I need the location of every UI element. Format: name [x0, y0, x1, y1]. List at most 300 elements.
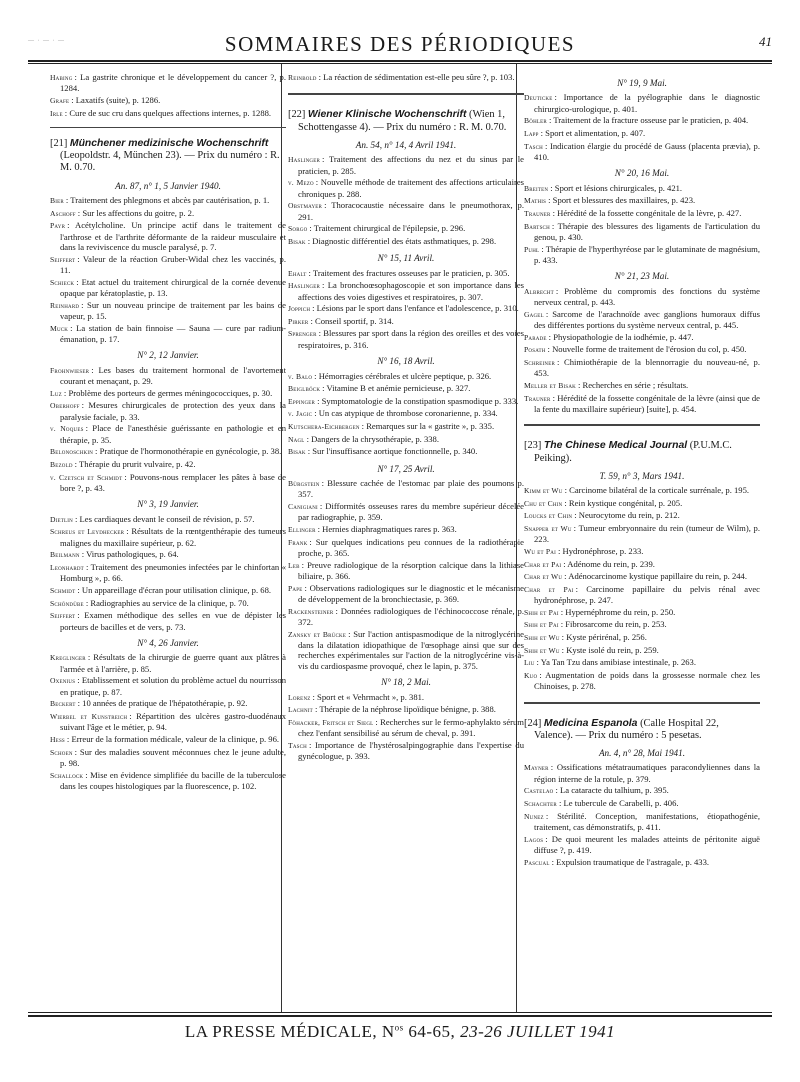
- article-entry: [50, 400, 286, 422]
- article-author: Bisak: [288, 236, 306, 246]
- article-entry: [50, 711, 286, 733]
- article-author: Deuticke: [524, 93, 553, 103]
- article-title: : Difformités osseuses rares du membre supérieur décelée par radiographie, p. 359.: [298, 501, 524, 523]
- article-entry: [50, 72, 286, 94]
- article-title: : Laxatifs (suite), p. 1286.: [71, 95, 161, 105]
- footer-rule: [28, 1012, 772, 1013]
- article-title: : Vitamine B et anémie pernicieuse, p. 327.: [322, 383, 471, 394]
- article-entry: [50, 675, 286, 697]
- article-author: Pascual: [524, 857, 550, 867]
- article-title: : 10 années de pratique de l'hépatothérapie, p. 92.: [77, 698, 248, 709]
- article-entry: [524, 657, 760, 668]
- article-author: Schoen: [50, 747, 73, 757]
- article-title: : Virus pathologiques, p. 64.: [81, 549, 179, 560]
- article-author: Föhacker, Fritsch et Siegl: [288, 717, 374, 727]
- article-title: : Etablissement et solution du problème actuel du nourrisson en pratique, p. 87.: [60, 675, 286, 697]
- article-author: v. Noques: [50, 424, 84, 434]
- section-number: [23]: [524, 440, 544, 452]
- article-entry: [288, 740, 524, 762]
- article-title: : Observations radiologiques sur le diagnostic et le mécanisme de développement de la bronchiectasie, p. 369.: [298, 582, 524, 604]
- article-entry: [288, 396, 524, 407]
- article-entry: [50, 365, 286, 387]
- footer-publication: LA PRESSE MÉDICALE, N: [184, 1022, 395, 1041]
- issue-heading: An. 4, n° 28, Mai 1941.: [598, 747, 686, 758]
- article-entry: [288, 223, 524, 234]
- article-title: : Blessures par sport dans la région des oreilles et des voies respiratoires, p. 316.: [298, 328, 524, 350]
- article-entry: [524, 571, 760, 582]
- article-title: : Traitement chirurgical de l'épilepsie, p. 296.: [309, 223, 466, 234]
- article-entry: [50, 300, 286, 322]
- article-entry: [288, 303, 524, 314]
- article-title: : Importance de l'hystérosalpingographie dans l'expertise du gynécologue, p. 393.: [298, 739, 524, 762]
- article-entry: [288, 280, 524, 302]
- article-entry: [288, 268, 524, 279]
- article-entry: [524, 208, 760, 219]
- header-mark: — · — · —: [28, 38, 65, 44]
- article-title: : Traitement des fractures osseuses par le praticien, p. 305.: [308, 267, 510, 278]
- article-entry: [288, 328, 524, 350]
- article-title: : Thérapie de la néphrose lipoïdique bénigne, p. 388.: [314, 704, 496, 715]
- article-author: Lagos: [524, 834, 544, 844]
- article-title: : Traitement des pneumonies infectées par le chinfortan « Homburg », p. 66.: [60, 562, 286, 584]
- article-author: Schallock: [50, 770, 84, 780]
- article-entry: [524, 244, 760, 266]
- article-title: : Recherches sur le fermo-aphylakto sérum chez l'enfant sensibilisé au sérum de cheval, p. 391.: [298, 716, 524, 739]
- article-author: Bier: [50, 196, 64, 206]
- article-author: Bürgstein: [288, 479, 320, 488]
- article-entry: [288, 501, 524, 523]
- article-author: Seiffert: [50, 254, 76, 264]
- page-title: SOMMAIRES DES PÉRIODIQUES: [224, 32, 576, 56]
- article-title: : Un appareillage d'écran pour utilisation clinique, p. 68.: [77, 585, 272, 596]
- article-author: Habing: [50, 73, 73, 82]
- article-author: Schieck: [50, 277, 75, 287]
- article-author: Irle: [50, 108, 63, 118]
- page-header: [28, 28, 772, 60]
- article-title: : Importance de la pyélographie dans le diagnostic chirurgico-urologique, p. 401.: [534, 92, 760, 114]
- article-author: Eppinger: [288, 396, 316, 406]
- article-entry: [288, 478, 524, 500]
- article-entry: [50, 698, 286, 709]
- article-author: Schachter: [524, 798, 557, 808]
- article-author: Chu et Chin: [524, 498, 563, 508]
- issue-group: [50, 181, 286, 792]
- article-author: Wierbel et Kunstreich: [50, 712, 128, 722]
- article-entry: [288, 537, 524, 559]
- article-author: Nunez: [524, 811, 544, 821]
- article-entry: [50, 108, 286, 119]
- article-author: Kreglinger: [50, 653, 86, 663]
- article-author: Frohnwieser: [50, 365, 90, 375]
- article-entry: [524, 834, 760, 856]
- article-author: Lachnit: [288, 705, 313, 715]
- article-author: Grafe: [50, 96, 70, 105]
- article-title: : Diagnostic différentiel des états asthmatiques, p. 298.: [307, 235, 497, 246]
- article-title: : Dangers de la chrysothérapie, p. 338.: [306, 433, 440, 444]
- issue-heading: An. 54, n° 14, 4 Avril 1941.: [355, 139, 457, 150]
- article-entry: [524, 141, 760, 163]
- page-footer: [28, 1012, 772, 1042]
- article-author: Trauner: [524, 393, 551, 403]
- article-title: : Problème des porteurs de germes méningococciques, p. 30.: [63, 387, 273, 398]
- article-title: : Sport et lésions chirurgicales, p. 421.: [550, 182, 683, 193]
- article-author: Leb: [288, 560, 300, 570]
- article-author: Sorgo: [288, 224, 308, 234]
- article-author: Canigiani: [288, 502, 318, 511]
- article-title: : Expulsion traumatique de l'astragale, p. 433.: [551, 856, 710, 867]
- article-author: Lorenz: [288, 692, 311, 702]
- article-author: Lapp: [524, 129, 539, 138]
- article-entry: [50, 323, 286, 345]
- article-author: Haslinger: [288, 155, 321, 165]
- entry-list: [50, 72, 286, 119]
- article-title: : Mesures chirurgicales de protection des yeux dans la paralysie faciale, p. 33.: [60, 400, 286, 422]
- article-author: Kuo: [524, 670, 538, 680]
- journal-info: (P.U.M.C. Peiking).: [534, 440, 732, 464]
- article-author: Breiten: [524, 183, 549, 193]
- issue-group: [288, 140, 524, 762]
- article-entry: [524, 344, 760, 355]
- article-entry: [50, 747, 286, 769]
- article-title: : Ya Tan Tzu dans amibiase intestinale, p. 263.: [536, 657, 696, 668]
- journal-info: (Leopoldstr. 4, München 23). — Prix du numéro : R. M. 0.70.: [60, 150, 280, 174]
- article-entry: [524, 584, 760, 606]
- article-entry: [524, 619, 760, 630]
- article-title: : Le tubercule de Carabelli, p. 406.: [558, 797, 679, 808]
- article-title: : Répartition des ulcères gastro-duodénaux suivant l'âge et le métier, p. 94.: [60, 711, 286, 733]
- article-entry: [524, 286, 760, 308]
- article-title: : Traitement des phlegmons et abcès par cautérisation, p. 1.: [65, 195, 270, 206]
- article-author: Tasch: [288, 740, 307, 750]
- article-author: Shih et Pai: [524, 620, 559, 630]
- article-entry: [288, 692, 524, 703]
- article-title: : Données radiologiques de l'échinococcose rénale, p. 372.: [298, 605, 524, 627]
- article-entry: [524, 670, 760, 692]
- article-entry: [524, 811, 760, 833]
- article-entry: [288, 704, 524, 715]
- article-entry: [524, 498, 760, 509]
- article-title: : Hydronéphrose, p. 233.: [557, 546, 644, 556]
- article-entry: [288, 606, 524, 628]
- article-title: : Thérapie du prurit vulvaire, p. 42.: [74, 459, 196, 470]
- article-entry: [50, 549, 286, 560]
- article-entry: [50, 208, 286, 219]
- article-title: : Adénocarcinome kystique papillaire du rein, p. 244.: [564, 571, 747, 582]
- article-author: Gagel: [524, 309, 544, 319]
- issue-group: [524, 471, 760, 692]
- article-title: : Résultats de la chirurgie de guerre quant aux plâtres à l'armée et à l'arrière, p. 85.: [60, 652, 286, 674]
- section-number: [24]: [524, 717, 544, 729]
- article-title: : Pratique de l'hormonothérapie en gynécologie, p. 38.: [95, 446, 282, 457]
- article-entry: [524, 393, 760, 415]
- article-title: : Sur un nouveau principe de traitement par les bains de vapeur, p. 15.: [60, 299, 286, 322]
- article-entry: [288, 383, 524, 394]
- journal-title: Wiener Klinische Wochenschrift: [307, 109, 467, 121]
- article-title: : Pouvons-nous remplacer les pâtes à base de bore ?, p. 43.: [60, 471, 286, 494]
- article-author: Shih et Wu: [524, 645, 560, 655]
- article-author: Reinbold: [288, 73, 317, 82]
- article-entry: [524, 195, 760, 206]
- issue-heading: N° 3, 19 Janvier.: [137, 499, 199, 510]
- article-author: Leonhardt: [50, 563, 84, 573]
- article-entry: [288, 177, 524, 199]
- article-author: Payr: [50, 221, 66, 231]
- article-title: : Sport et alimentation, p. 407.: [540, 128, 646, 138]
- article-author: Ellinger: [288, 525, 316, 534]
- article-entry: [50, 526, 286, 548]
- journal-section-23: [524, 440, 760, 464]
- article-title: : Indication élargie du procédé de Gauss (placenta prævia), p. 410.: [534, 140, 760, 162]
- article-title: : Sarcome de l'arachnoïde avec ganglions humoraux diffus des différentes portions du système nerveux central, p. 445.: [534, 308, 760, 331]
- article-author: Böhler: [524, 116, 547, 126]
- issue-heading: T. 59, n° 3, Mars 1941.: [599, 470, 685, 481]
- article-title: : Hernies diaphragmatiques rares p. 363.: [317, 524, 457, 534]
- article-entry: [524, 485, 760, 496]
- article-title: : Conseil sportif, p. 314.: [310, 315, 394, 326]
- journal-section-21: [50, 138, 286, 175]
- article-author: Castelao: [524, 786, 554, 796]
- article-author: Zansky et Brücke: [288, 629, 347, 639]
- article-entry: [50, 770, 286, 792]
- article-entry: [524, 607, 760, 618]
- article-title: : Les bases du traitement hormonal de l'avortement courant et menaçant, p. 29.: [60, 364, 286, 387]
- article-title: : Sur l'insuffisance aortique fonctionnelle, p. 340.: [307, 446, 478, 457]
- article-entry: [524, 128, 760, 139]
- article-entry: [288, 316, 524, 327]
- article-entry: [50, 446, 286, 457]
- article-author: Mayner: [524, 763, 549, 773]
- article-author: Kimm et Wu: [524, 486, 563, 496]
- issue-heading: N° 17, 25 Avril.: [377, 463, 435, 474]
- article-title: : Traitement de la fracture osseuse par le praticien, p. 404.: [548, 115, 749, 126]
- article-title: : Tumeur embryonnaire du rein (tumeur de Wilm), p. 223.: [534, 523, 760, 545]
- article-author: Ehalt: [288, 268, 307, 278]
- article-title: : La gastrite chronique et le développement du cancer ?, p. 1284.: [60, 72, 286, 94]
- article-author: Joppich: [288, 304, 311, 314]
- article-entry: [288, 629, 524, 672]
- article-title: : Blessure cachée de l'estomac par plaie des poumons p. 357.: [298, 478, 524, 500]
- article-author: Bisak: [288, 447, 306, 457]
- article-entry: [50, 388, 286, 399]
- article-author: v. Jagic: [288, 409, 313, 419]
- entry-list: [288, 72, 524, 83]
- article-title: : Sur quelques indications peu connues de la radiothérapie proche, p. 365.: [298, 536, 524, 558]
- article-title: : Résultats de la rœntgenthérapie des tumeurs malignes du maxillaire supérieur, p. 62.: [60, 526, 286, 548]
- article-author: Trauner: [524, 209, 551, 218]
- article-entry: [50, 514, 286, 525]
- page-number: 41: [759, 34, 772, 49]
- article-author: Parade: [524, 332, 547, 342]
- article-title: : Chimiothérapie de la blennorragie du nouveau-né, p. 453.: [534, 357, 760, 379]
- article-entry: [50, 195, 286, 206]
- article-entry: [288, 434, 524, 445]
- article-entry: [50, 585, 286, 596]
- article-title: : Preuve radiologique de la résorption calcique dans la lithiase biliaire, p. 366.: [298, 559, 524, 581]
- article-author: Puhl: [524, 244, 540, 254]
- article-author: Muck: [50, 323, 69, 333]
- article-title: : Erreur de la formation médicale, valeur de la clinique, p. 96.: [66, 734, 280, 745]
- article-entry: [524, 309, 760, 331]
- article-entry: [524, 546, 760, 557]
- article-title: : Radiographies au service de la clinique, p. 70.: [85, 597, 249, 608]
- article-title: : Nouvelle forme de traitement de l'érosion du col, p. 450.: [547, 344, 747, 355]
- article-entry: [50, 277, 286, 299]
- article-title: : Thérapie de l'hyperthyréose par le glutaminate de magnésium, p. 433.: [534, 243, 760, 265]
- article-title: : Augmentation de poids dans la grossesse normale chez les Chinoises, p. 278.: [534, 669, 760, 692]
- article-entry: [524, 523, 760, 545]
- article-title: : Sur des maladies souvent méconnues chez le jeune adulte, p. 98.: [60, 746, 286, 769]
- article-entry: [288, 421, 524, 432]
- footer-line: [28, 1022, 772, 1042]
- article-entry: [50, 610, 286, 632]
- header-rule: [28, 60, 772, 62]
- article-title: : Hémorragies cérébrales et ulcère peptique, p. 326.: [314, 370, 492, 381]
- article-title: : Problème du compromis des fonctions du système nerveux central, p. 443.: [534, 285, 760, 308]
- article-title: : Rein kystique congénital, p. 205.: [564, 497, 683, 508]
- article-entry: [524, 510, 760, 521]
- column-3: [524, 72, 760, 869]
- article-title: : Hypernéphrome du rein, p. 250.: [560, 606, 676, 617]
- article-title: : Nouvelle méthode de traitement des affections articulaires chroniques p. 288.: [298, 177, 524, 199]
- article-author: Wu et Pai: [524, 547, 556, 556]
- article-entry: [50, 254, 286, 276]
- issue-heading: N° 15, 11 Avril.: [377, 253, 435, 264]
- section-separator: [50, 127, 286, 128]
- section-separator: [524, 702, 760, 704]
- article-title: : Thoracocaustie nécessaire dans le pneumothorax, p. 291.: [298, 200, 524, 222]
- article-author: Bartsch: [524, 221, 550, 231]
- article-author: Aschoff: [50, 208, 76, 218]
- article-author: Oberhoff: [50, 401, 80, 411]
- article-entry: [524, 92, 760, 114]
- article-title: : Recherches en série ; résultats.: [577, 380, 689, 390]
- article-author: Obstmayer: [288, 201, 323, 211]
- footer-numbers: 64-65,: [403, 1022, 456, 1041]
- issue-heading: N° 21, 23 Mai.: [614, 271, 670, 282]
- article-entry: [524, 785, 760, 796]
- article-entry: [524, 115, 760, 126]
- article-author: Haslinger: [288, 281, 321, 291]
- article-title: : Carcinome papillaire du pelvis rénal avec hydronéphrose, p. 247.: [534, 583, 761, 606]
- article-entry: [288, 717, 524, 739]
- article-title: : La cataracte du talhium, p. 395.: [555, 785, 669, 796]
- article-author: Char et Pai: [524, 559, 562, 569]
- article-title: : Valeur de la réaction Gruber-Widal chez les vaccinés, p. 11.: [60, 253, 286, 276]
- article-entry: [50, 598, 286, 609]
- header-rule-thin: [28, 63, 772, 64]
- article-entry: [50, 734, 286, 745]
- article-entry: [524, 632, 760, 643]
- section-separator: [288, 93, 524, 95]
- article-author: Liu: [524, 658, 535, 668]
- article-entry: [524, 183, 760, 194]
- article-title: : Traitement des affections du nez et du sinus par le praticien, p. 285.: [298, 154, 524, 176]
- article-title: : Sport et blessures des maxillaires, p. 423.: [548, 195, 696, 206]
- article-title: : Remarques sur la « gastrite », p. 335.: [361, 421, 495, 431]
- article-author: Kutschera-Eichbergen: [288, 422, 360, 431]
- article-entry: [288, 200, 524, 222]
- article-entry: [50, 472, 286, 494]
- article-title: : Adénome du rein, p. 239.: [563, 558, 655, 569]
- article-author: Loucks et Chin: [524, 511, 573, 521]
- article-entry: [288, 560, 524, 582]
- issue-group: [524, 78, 760, 414]
- article-entry: [288, 72, 524, 83]
- article-author: Tasch: [524, 141, 543, 151]
- article-author: Snapper et Wu: [524, 524, 572, 533]
- article-author: Mathis: [524, 196, 547, 206]
- footer-rule-thick: [28, 1015, 772, 1017]
- article-title: : Cure de suc cru dans quelques affections internes, p. 1288.: [64, 107, 272, 118]
- article-author: v. Balo: [288, 371, 313, 381]
- article-entry: [524, 857, 760, 868]
- article-title: : Sur l'action antispasmodique de la nitroglycérine dans la dilatation idiopathique de l'œsophage ainsi que sur des recherches expérimentales sur l'action de la nitroglycérine vis-à-vis du cardiospasme provoqué, chez le lapin, p. 375.: [298, 628, 524, 671]
- article-entry: [50, 423, 286, 445]
- article-entry: [50, 220, 286, 252]
- article-author: Char et Pai: [524, 584, 574, 594]
- article-author: Reinhard: [50, 300, 80, 310]
- article-title: : Thérapie des blessures des ligaments de l'articulation du genou, p. 430.: [534, 220, 760, 242]
- journal-info: (Calle Hospital 22, Valence). — Prix du numéro : 5 pesetas.: [534, 717, 719, 741]
- journal-title: The Chinese Medical Journal: [543, 440, 688, 452]
- article-author: Char et Wu: [524, 572, 563, 582]
- footer-dates: 23-26 JUILLET 1941: [455, 1022, 616, 1041]
- article-title: : De quoi meurent les malades atteints de péritonite aiguë diffuse ?, p. 419.: [534, 833, 760, 855]
- article-author: Hess: [50, 735, 65, 745]
- article-title: : Fibrosarcome du rein, p. 253.: [560, 619, 667, 630]
- issue-group: [524, 748, 760, 868]
- article-title: : Les cardiaques devant le conseil de révision, p. 57.: [75, 513, 255, 524]
- article-entry: [524, 798, 760, 809]
- article-author: Posath: [524, 345, 546, 355]
- article-author: Luz: [50, 388, 62, 398]
- article-title: : Stérilité. Conception, manifestations, étiopathogénie, traitement, cas démonstratifs, p. 411.: [534, 810, 760, 832]
- journal-section-22: [288, 109, 524, 133]
- article-entry: [524, 380, 760, 391]
- article-entry: [524, 762, 760, 784]
- article-title: : Examen méthodique des selles en vue de dépister les porteurs de bacilles et de vers, p. 73.: [60, 610, 286, 632]
- article-author: Dietlin: [50, 514, 73, 524]
- issue-heading: N° 2, 12 Janvier.: [137, 350, 199, 361]
- article-author: Frank: [288, 537, 308, 547]
- article-title: : La station de bain finnoise — Sauna — cure par radium-émanation, p. 17.: [60, 322, 286, 345]
- article-author: Bezold: [50, 460, 73, 470]
- article-title: : Mise en évidence simplifiée du bacille de la tuberculose dans les coupes histologiques par la fluorescence, p. 102.: [60, 769, 286, 792]
- column-2: [288, 72, 524, 763]
- article-title: : Kyste isolé du rein, p. 259.: [561, 644, 659, 655]
- article-author: Belonoschkin: [50, 447, 94, 457]
- article-author: Nagl: [288, 434, 305, 444]
- issue-heading: N° 16, 18 Avril.: [377, 356, 435, 367]
- issue-heading: An. 87, n° 1, 5 Janvier 1940.: [115, 180, 221, 191]
- article-author: Schöndübe: [50, 598, 84, 608]
- article-title: : Hérédité de la fossette congénitale de la lèvre (ainsi que de la fente du maxillaire supérieur) [suite], p. 454.: [534, 392, 760, 414]
- article-entry: [50, 95, 286, 106]
- article-title: : Sur les affections du goitre, p. 2.: [77, 207, 195, 218]
- article-title: : Neurocytome du rein, p. 212.: [574, 510, 680, 521]
- article-author: Pape: [288, 583, 303, 593]
- issue-heading: N° 18, 2 Mai.: [381, 677, 431, 688]
- article-entry: [288, 154, 524, 176]
- article-author: Seiffert: [50, 611, 76, 621]
- article-title: : Sport et « Vehrmacht », p. 381.: [312, 691, 425, 702]
- article-title: : Kyste périrénal, p. 256.: [561, 631, 647, 642]
- article-entry: [524, 332, 760, 343]
- article-entry: [524, 221, 760, 243]
- article-author: Oxenius: [50, 676, 76, 686]
- article-entry: [288, 371, 524, 382]
- article-title: : Carcinome bilatéral de la corticale surrénale, p. 195.: [564, 485, 750, 496]
